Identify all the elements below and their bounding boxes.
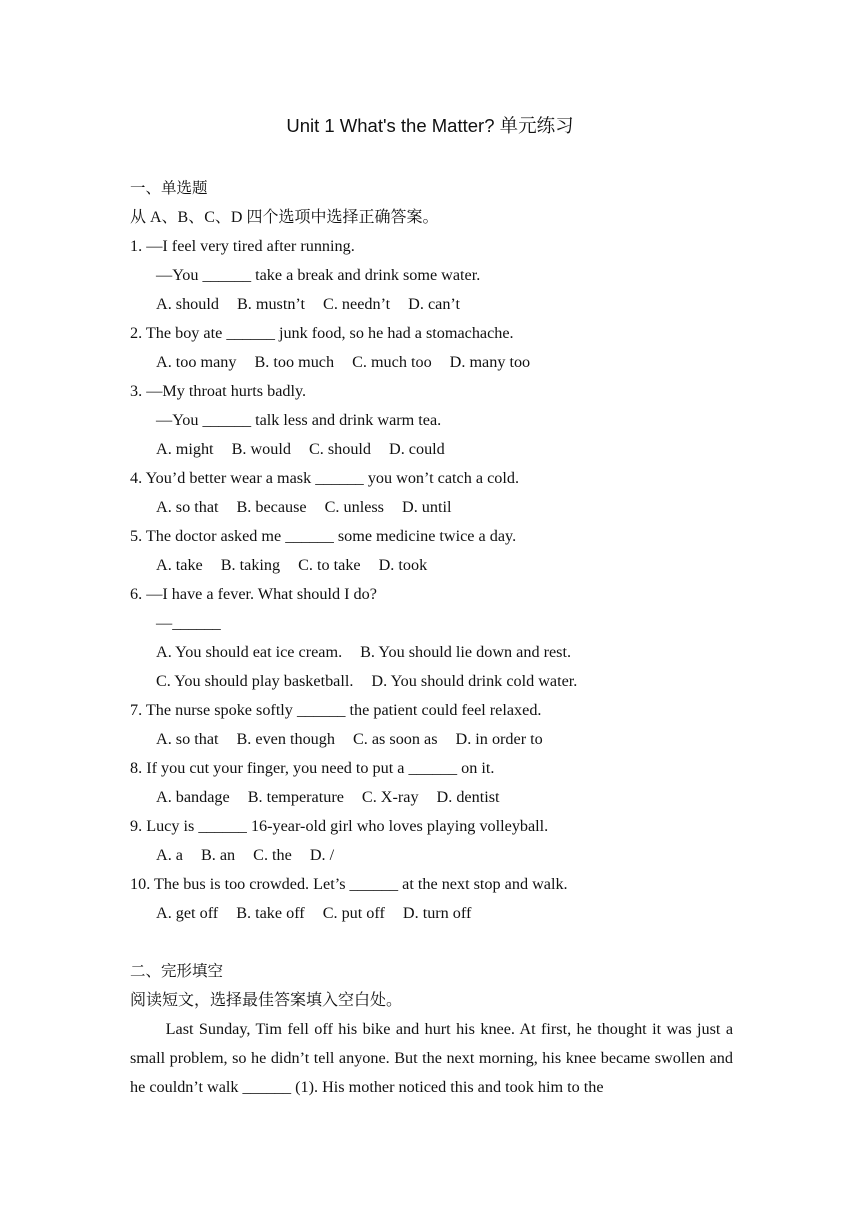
option: C. X-ray [361,788,419,806]
option: C. You should play basketball. [156,672,354,690]
option: A. take [156,556,203,574]
option: A. You should eat ice cream. [156,643,343,661]
option: B. would [231,440,291,458]
option: A. a [156,846,183,864]
question-options [130,435,733,464]
question-response: —______ [156,614,221,632]
question-options [130,551,733,580]
question-stem: 7. The nurse spoke softly ______ the patient could feel relaxed. [130,701,542,719]
option: B. mustn’t [236,295,306,313]
option: A. bandage [156,788,230,806]
option: D. / [309,846,335,864]
option: A. so that [156,498,219,516]
option: D. can’t [408,295,461,313]
question [130,696,733,754]
question-stem: 4. You’d better wear a mask ______ you won’t catch a cold. [130,469,520,487]
question-response: —You ______ take a break and drink some water. [156,266,481,284]
cloze-passage: Last Sunday, Tim fell off his bike and hurt his knee. At first, he thought it was just a small problem, so he didn’t tell anyone. But the next morning, his knee became swollen and he couldn’t walk ______ (1). His mother noticed this and took him to the [130,1020,733,1096]
question-stem: 8. If you cut your finger, you need to put a ______ on it. [130,759,495,777]
option: C. as soon as [352,730,438,748]
question-stem: 3. —My throat hurts badly. [130,382,307,400]
option: C. to take [298,556,361,574]
option: B. an [200,846,236,864]
option: B. taking [220,556,281,574]
question-stem: 1. —I feel very tired after running. [130,237,355,255]
option: D. took [378,556,428,574]
option: C. the [253,846,292,864]
option: B. temperature [247,788,344,806]
question-options [130,841,733,870]
option: D. in order to [455,730,543,748]
option: C. needn’t [323,295,391,313]
page-title: Unit 1 What's the Matter? 单元练习 [286,115,574,136]
option: B. because [236,498,307,516]
option: D. until [402,498,452,516]
question [130,319,733,377]
question [130,377,733,464]
option: B. You should lie down and rest. [360,643,572,661]
option: D. You should drink cold water. [371,672,578,690]
section-heading: 一、单选题 [130,179,208,197]
section-instruction: 阅读短文，选择最佳答案填入空白处。 [130,992,403,1009]
question-stem: 10. The bus is too crowded. Let’s ______ at the next stop and walk. [130,875,568,893]
option: A. so that [156,730,219,748]
question [130,522,733,580]
question-options [130,493,733,522]
option: C. unless [324,498,384,516]
question-stem: 9. Lucy is ______ 16-year-old girl who loves playing volleyball. [130,817,549,835]
question-response: —You ______ talk less and drink warm tea. [156,411,442,429]
option: D. many too [449,353,531,371]
option: C. put off [322,904,385,922]
option: B. take off [236,904,305,922]
section-spacer [130,928,733,957]
section-heading: 二、完形填空 [130,962,224,980]
option: D. could [389,440,445,458]
question-options [130,638,733,667]
question [130,464,733,522]
option: A. might [156,440,214,458]
section-instruction: 从 A、B、C、D 四个选项中选择正确答案。 [130,209,439,226]
option: C. much too [352,353,432,371]
document-body [130,174,733,1102]
question-options [130,725,733,754]
question [130,870,733,928]
question-options [130,667,733,696]
question-stem: 5. The doctor asked me ______ some medicine twice a day. [130,527,517,545]
question-stem: 6. —I have a fever. What should I do? [130,585,377,603]
option: B. too much [254,353,335,371]
question-stem: 2. The boy ate ______ junk food, so he had a stomachache. [130,324,514,342]
question-options [130,783,733,812]
question-options [130,290,733,319]
option: A. get off [156,904,219,922]
question [130,812,733,870]
question [130,754,733,812]
option: A. too many [156,353,237,371]
option: D. dentist [436,788,500,806]
option: A. should [156,295,219,313]
question [130,232,733,319]
option: D. turn off [402,904,472,922]
question-options [130,899,733,928]
question [130,580,733,696]
option: B. even though [236,730,335,748]
option: C. should [308,440,372,458]
question-options [130,348,733,377]
